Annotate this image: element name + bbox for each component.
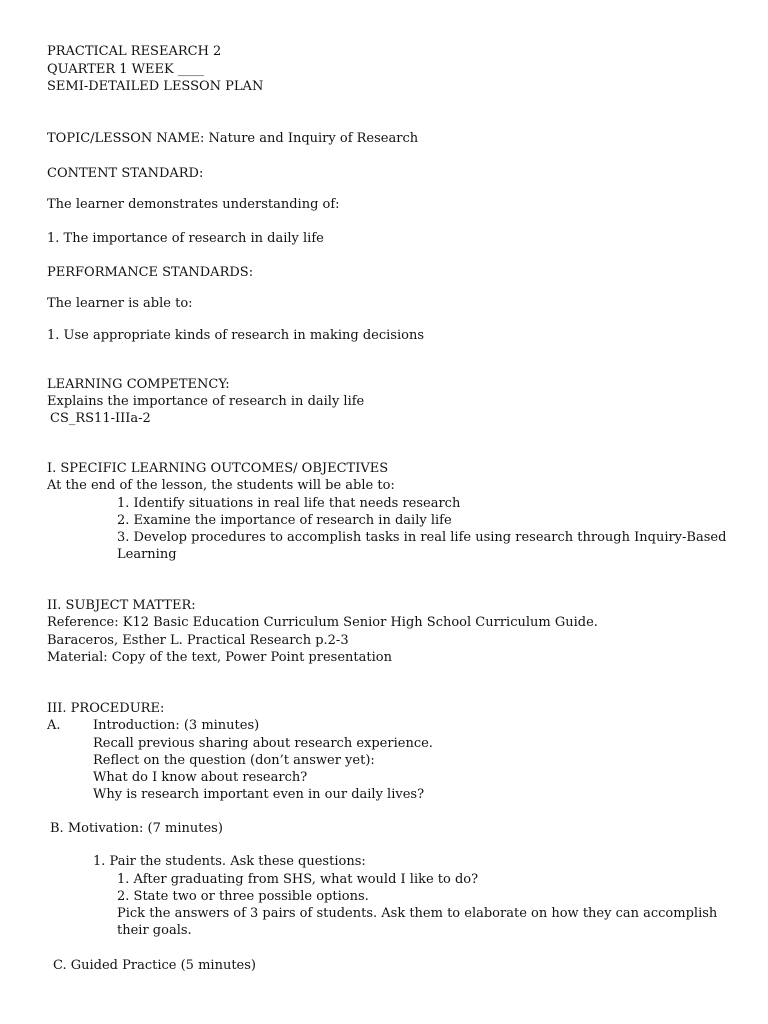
procedure-a-line: Reflect on the question (don’t answer yet):	[93, 753, 375, 768]
performance-standards-heading: PERFORMANCE STANDARDS:	[47, 265, 254, 280]
procedure-a-line: Recall previous sharing about research experience.	[93, 736, 433, 751]
procedure-b-step: 1. Pair the students. Ask these questions:	[93, 854, 366, 869]
performance-standards-item: 1. Use appropriate kinds of research in making decisions	[47, 328, 424, 343]
objective-item: 3. Develop procedures to accomplish tasks in real life using research through Inquiry-Based	[117, 530, 727, 545]
procedure-a-letter: A.	[47, 718, 61, 733]
procedure-a-line: Why is research important even in our daily lives?	[93, 787, 425, 802]
performance-standards-intro: The learner is able to:	[47, 296, 193, 311]
subject-matter-reference: Reference: K12 Basic Education Curriculum Senior High School Curriculum Guide.	[47, 615, 598, 630]
subject-matter-book: Baraceros, Esther L. Practical Research p.2-3	[47, 633, 349, 648]
topic-line: TOPIC/LESSON NAME: Nature and Inquiry of Research	[47, 131, 419, 146]
quarter-week: QUARTER 1 WEEK ____	[47, 62, 204, 77]
content-standard-intro: The learner demonstrates understanding of:	[47, 197, 340, 212]
objective-item: 1. Identify situations in real life that needs research	[117, 496, 461, 511]
learning-competency-heading: LEARNING COMPETENCY:	[47, 377, 230, 392]
procedure-b-pick: Pick the answers of 3 pairs of students. Ask them to elaborate on how they can accomplish	[117, 906, 718, 921]
learning-competency-code: CS_RS11-IIIa-2	[50, 411, 151, 426]
procedure-c-title: C. Guided Practice (5 minutes)	[53, 958, 256, 973]
objective-item-continuation: Learning	[117, 547, 177, 562]
content-standard-item: 1. The importance of research in daily life	[47, 231, 324, 246]
procedure-a-title: Introduction: (3 minutes)	[93, 718, 260, 733]
plan-type: SEMI-DETAILED LESSON PLAN	[47, 79, 264, 94]
objective-item: 2. Examine the importance of research in daily life	[117, 513, 452, 528]
procedure-b-question: 2. State two or three possible options.	[117, 889, 369, 904]
subject-matter-heading: II. SUBJECT MATTER:	[47, 598, 196, 613]
procedure-heading: III. PROCEDURE:	[47, 701, 165, 716]
objectives-intro: At the end of the lesson, the students will be able to:	[47, 478, 395, 493]
procedure-b-title: B. Motivation: (7 minutes)	[50, 821, 223, 836]
procedure-b-pick-continuation: their goals.	[117, 923, 192, 938]
subject-title: PRACTICAL RESEARCH 2	[47, 44, 222, 59]
procedure-b-question: 1. After graduating from SHS, what would I like to do?	[117, 872, 479, 887]
learning-competency-text: Explains the importance of research in daily life	[47, 394, 365, 409]
content-standard-heading: CONTENT STANDARD:	[47, 166, 204, 181]
subject-matter-material: Material: Copy of the text, Power Point presentation	[47, 650, 392, 665]
procedure-a-line: What do I know about research?	[93, 770, 308, 785]
objectives-heading: I. SPECIFIC LEARNING OUTCOMES/ OBJECTIVES	[47, 461, 389, 476]
